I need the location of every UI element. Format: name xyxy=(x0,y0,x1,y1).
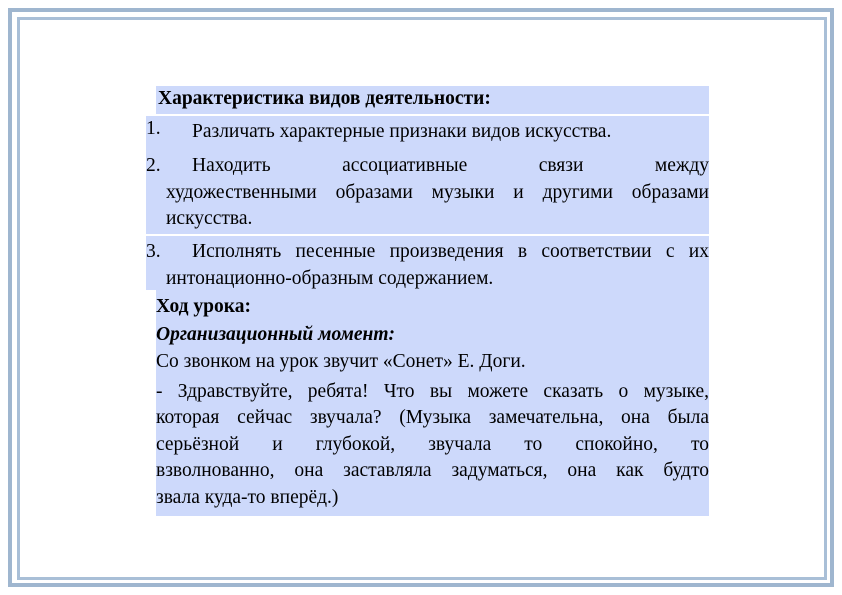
list-item-text: Находить ассоциативные связи между xyxy=(192,155,709,176)
dialogue-paragraph xyxy=(156,376,709,512)
list-item-text: Исполнять песенные произведения в соответствии с их xyxy=(192,241,709,262)
lesson-section xyxy=(156,290,709,516)
lesson-title: Ход урока: xyxy=(156,296,251,317)
dialogue-line: взволнованно, она заставляла задуматься, она как будто xyxy=(156,460,709,481)
list-item-text: интонационно-образным содержанием. xyxy=(166,267,494,289)
list-item-text: искусства. xyxy=(166,208,253,229)
intro-line: Со звонком на урок звучит «Сонет» Е. Доги. xyxy=(156,351,526,372)
dialogue-line: звала куда-то вперёд.) xyxy=(156,486,339,508)
dialogue-line: серьёзной и глубокой, звучала то спокойно, то xyxy=(156,433,709,455)
list-item xyxy=(146,116,709,150)
list-item-text: Различать характерные признаки видов искусства. xyxy=(192,121,612,142)
activities-heading xyxy=(156,86,709,114)
dialogue-line: - Здравствуйте, ребята! Что вы можете сказать о музыке, xyxy=(156,380,709,402)
dialogue-line: которая сейчас звучала? (Музыка замечательна, она была xyxy=(156,407,709,428)
activities-list xyxy=(146,116,709,290)
list-number: 2. xyxy=(146,155,161,176)
list-item-text: художественными образами музыки и другими образами xyxy=(166,181,709,203)
list-item xyxy=(146,236,709,290)
list-number: 1. xyxy=(146,118,161,139)
activities-heading-text: Характеристика видов деятельности: xyxy=(158,88,491,109)
list-number: 3. xyxy=(146,241,161,262)
org-moment-title: Организационный момент: xyxy=(156,323,396,345)
list-item xyxy=(146,150,709,236)
